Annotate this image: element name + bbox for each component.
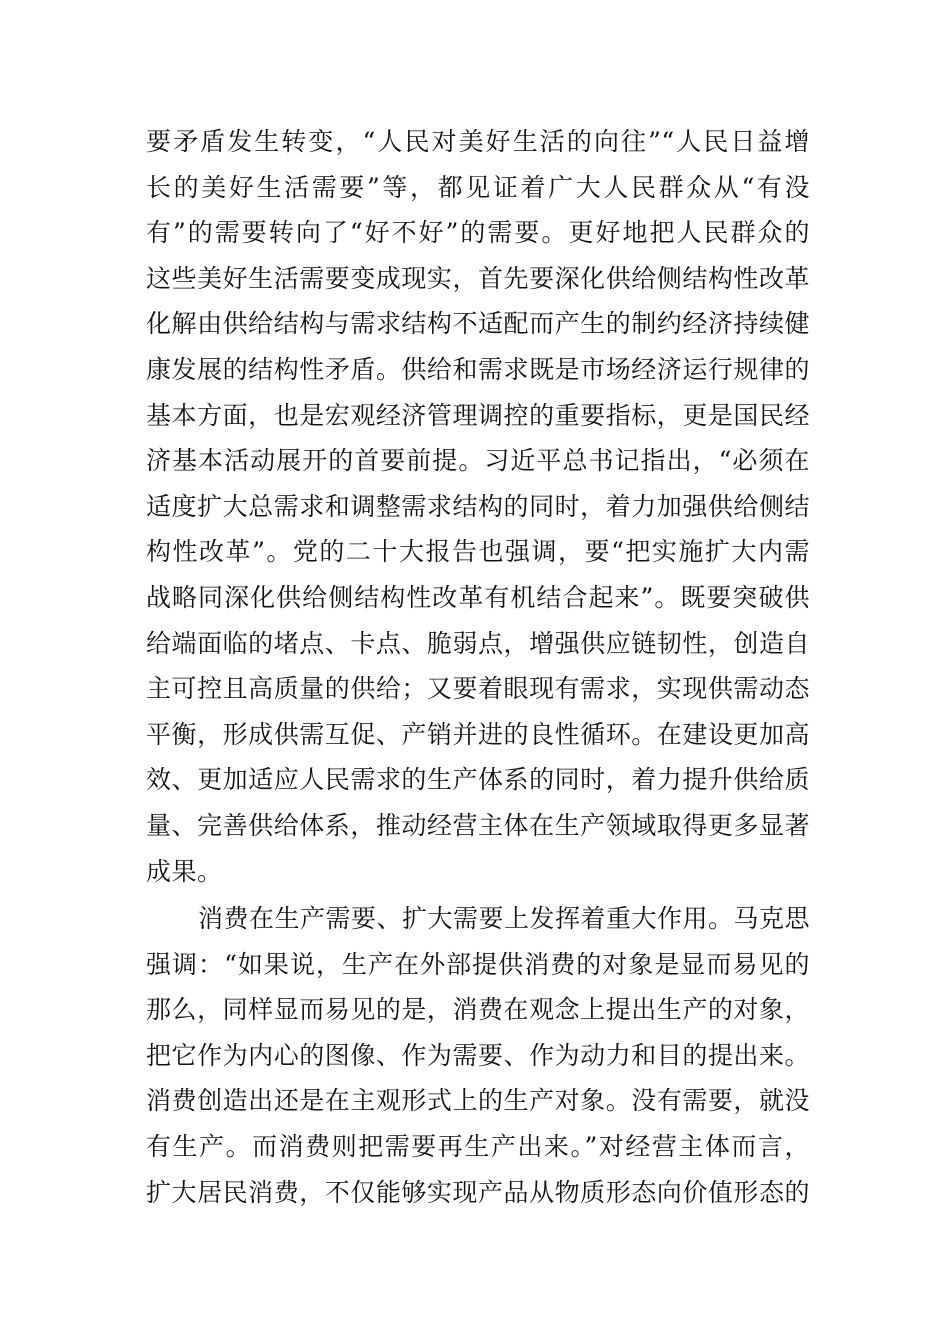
text-line: 量、完善供给体系，推动经营主体在生产领域取得更多显著 [146,810,810,840]
text-line: 化解由供给结构与需求结构不适配而产生的制约经济持续健 [146,309,810,339]
text-line: 有生产。而消费则把需要再生产出来。”对经营主体而言， [146,1132,810,1162]
text-line: 基本方面，也是宏观经济管理调控的重要指标，更是国民经 [146,400,810,430]
text-line: 效、更加适应人民需求的生产体系的同时，着力提升供给质 [146,765,810,795]
text-line: 要矛盾发生转变，“人民对美好生活的向往”“人民日益增 [146,127,810,156]
paragraph-2 [146,896,810,1215]
paragraph-1 [146,119,810,894]
text-line: 长的美好生活需要”等，都见证着广大人民群众从“有没 [146,172,810,202]
text-line: 消费创造出还是在主观形式上的生产对象。没有需要，就没 [146,1086,810,1116]
text-line: 康发展的结构性矛盾。供给和需求既是市场经济运行规律的 [146,354,810,384]
text-line: 这些美好生活需要变成现实，首先要深化供给侧结构性改革 [146,263,810,293]
text-line: 平衡，形成供需互促、产销并进的良性循环。在建设更加高 [146,719,810,749]
body-text [146,119,810,1215]
text-line: 战略同深化供给侧结构性改革有机结合起来”。既要突破供 [146,582,810,612]
text-line: 给端面临的堵点、卡点、脆弱点，增强供应链韧性，创造自 [146,628,810,658]
text-line: 适度扩大总需求和调整需求结构的同时，着力加强供给侧结 [146,491,810,521]
text-line: 主可控且高质量的供给；又要着眼现有需求，实现供需动态 [146,674,810,704]
text-line: 济基本活动展开的首要前提。习近平总书记指出，“必须在 [146,446,810,476]
text-line: 构性改革”。党的二十大报告也强调，要“把实施扩大内需 [146,537,810,567]
text-line: 强调：“如果说，生产在外部提供消费的对象是显而易见的 [146,949,810,979]
text-line: 消费在生产需要、扩大需要上发挥着重大作用。马克思 [198,904,811,934]
text-line: 成果。 [146,856,223,886]
text-line: 把它作为内心的图像、作为需要、作为动力和目的提出来。 [146,1040,810,1070]
text-line: 那么，同样显而易见的是，消费在观念上提出生产的对象， [146,995,810,1025]
text-line: 扩大居民消费，不仅能够实现产品从物质形态向价值形态的 [146,1177,810,1207]
text-line: 有”的需要转向了“好不好”的需要。更好地把人民群众的 [146,218,810,248]
